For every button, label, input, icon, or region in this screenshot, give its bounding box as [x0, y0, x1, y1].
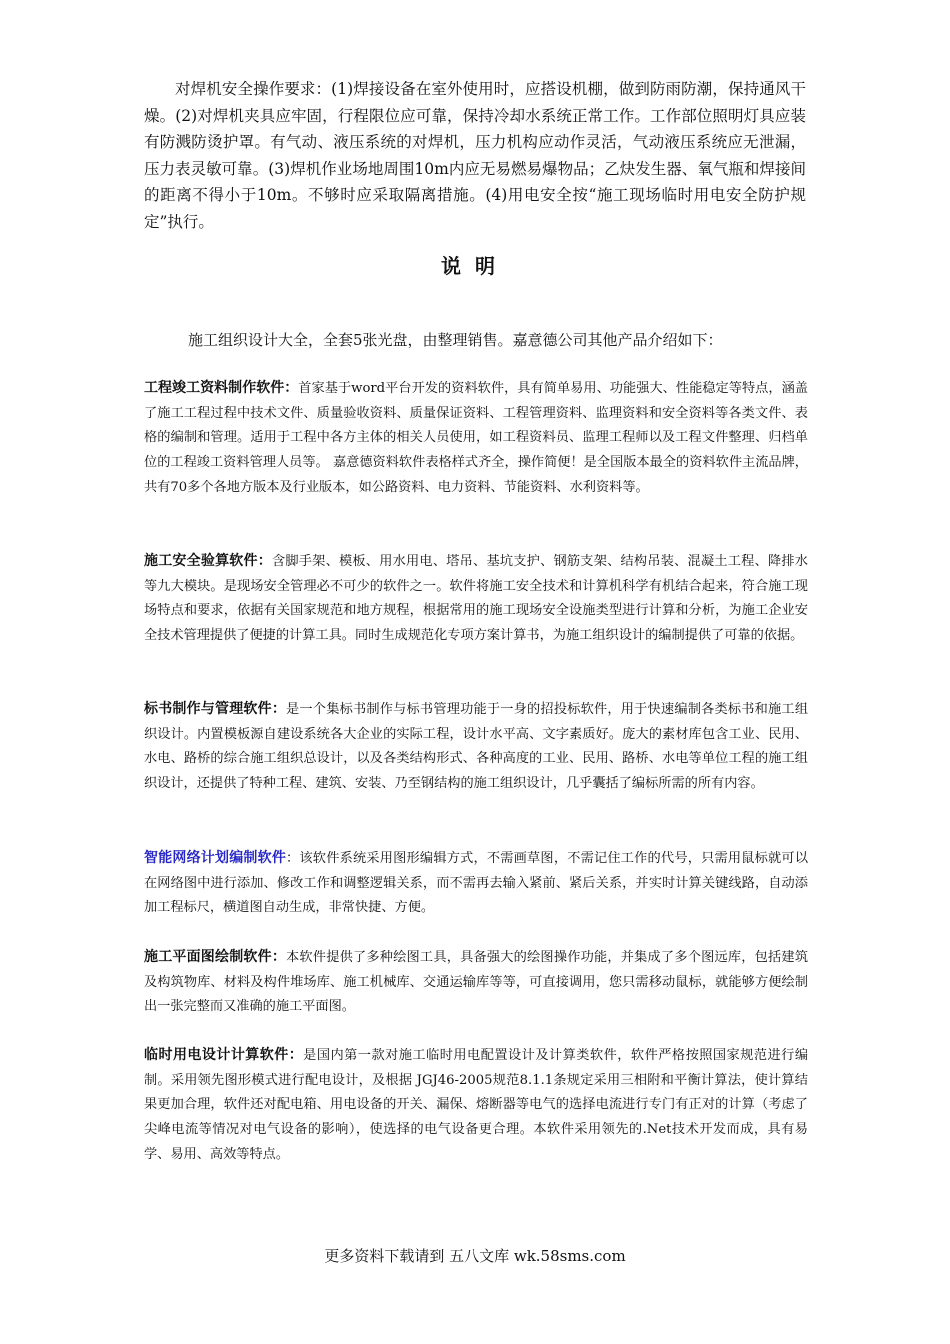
product-entry-safety-calc [144, 549, 808, 649]
product-entry-bid-docs [144, 697, 808, 797]
product-description: 是一个集标书制作与标书管理功能于一身的招投标软件，用于快速编制各类标书和施工组织设计。内置模板源自建设系统各大企业的实际工程，设计水平高、文字素质好。庞大的素材库包含工业、民用、水电、路桥的综合施工组织总设计，以及各类结构形式、各种高度的工业、民用、路桥、水电等单位工程的施工组织设计，还提供了特种工程、建筑、安装、乃至钢结构的施工组织设计，几乎囊括了编标所需的所有内容。 [144, 702, 809, 792]
product-name: 施工平面图绘制软件： [144, 949, 287, 965]
product-description: 含脚手架、模板、用水用电、塔吊、基坑支护、钢筋支架、结构吊装、混凝土工程、降排水等九大模块。是现场安全管理必不可少的软件之一。软件将施工安全技术和计算机科学有机结合起来，符合施工现场特点和要求，依据有关国家规范和地方规程，根据常用的施工现场安全设施类型进行计算和分析，为施工企业安全技术管理提供了便捷的计算工具。同时生成规范化专项方案计算书，为施工组织设计的编制提供了可靠的依据。 [144, 554, 808, 644]
product-description: 是国内第一款对施工临时用电配置设计及计算类软件，软件严格按照国家规范进行编制。采用领先图形模式进行配电设计，及根据 JGJ46-2005规范8.1.1条规定采用三相附和平衡计算法，使计算结果更加合理，软件还对配电箱、用电设备的开关、漏保、熔断器等电气的选择电流进行专门有正对的计算（考虑了尖峰电流等情况对电气设备的影响），使选择的电气设备更合理。本软件采用领先的.Net技术开发而成，具有易学、易用、高效等特点。 [144, 1048, 809, 1162]
intro-paragraph: 对焊机安全操作要求：(1)焊接设备在室外使用时，应搭设机棚，做到防雨防潮，保持通风干燥。(2)对焊机夹具应牢固，行程限位应可靠，保持冷却水系统正常工作。工作部位照明灯具应装有防溅防烫护罩。有气动、液压系统的对焊机，压力机构应动作灵活，气动液压系统应无泄漏，压力表灵敏可靠。(3)焊机作业场地周围10m内应无易燃易爆物品；乙炔发生器、氧气瓶和焊接间的距离不得小于10m。不够时应采取隔离措施。(4)用电安全按“施工现场临时用电安全防护规定”执行。 [144, 80, 806, 231]
product-entry-temp-power [144, 1043, 808, 1168]
product-entry-completion-docs [144, 376, 808, 501]
product-description: 首家基于word平台开发的资料软件，具有简单易用、功能强大、性能稳定等特点，涵盖了施工工程过程中技术文件、质量验收资料、质量保证资料、工程管理资料、监理资料和安全资料等各类文件、表格的编制和管理。适用于工程中各方主体的相关人员使用，如工程资料员、监理工程师以及工程文件整理、归档单位的工程竣工资料管理人员等。 嘉意德资料软件表格样式齐全，操作简便！是全国版本最全的资料软件主流品牌，共有70多个各地方版本及行业版本，如公路资料、电力资料、节能资料、水利资料等。 [144, 381, 808, 495]
product-entry-network-plan [144, 846, 808, 921]
product-name: 临时用电设计计算软件： [144, 1047, 304, 1063]
product-description: 本软件提供了多种绘图工具，具备强大的绘图操作功能，并集成了多个图远库，包括建筑及构筑物库、材料及构件堆场库、施工机械库、交通运输库等等，可直接调用，您只需移动鼠标，就能够方便绘制出一张完整而又准确的施工平面图。 [144, 950, 809, 1015]
section-heading: 说明 [441, 254, 509, 278]
product-description: ：该软件系统采用图形编辑方式，不需画草图，不需记住工作的代号，只需用鼠标就可以在网络图中进行添加、修改工作和调整逻辑关系，而不需再去输入紧前、紧后关系，并实时计算关键线路，自动添加工程标尺，横道图自动生成，非常快捷、方便。 [144, 851, 809, 916]
lead-paragraph: 施工组织设计大全，全套5张光盘，由整理销售。嘉意德公司其他产品介绍如下： [188, 331, 723, 349]
product-entry-site-plan [144, 945, 808, 1020]
product-name: 工程竣工资料制作软件： [144, 380, 299, 396]
product-name: 标书制作与管理软件： [144, 701, 287, 717]
product-name: 施工安全验算软件： [144, 553, 272, 569]
product-name-link[interactable]: 智能网络计划编制软件 [144, 850, 287, 866]
page-footer: 更多资料下载请到 五八文库 wk.58sms.com [324, 1247, 626, 1265]
